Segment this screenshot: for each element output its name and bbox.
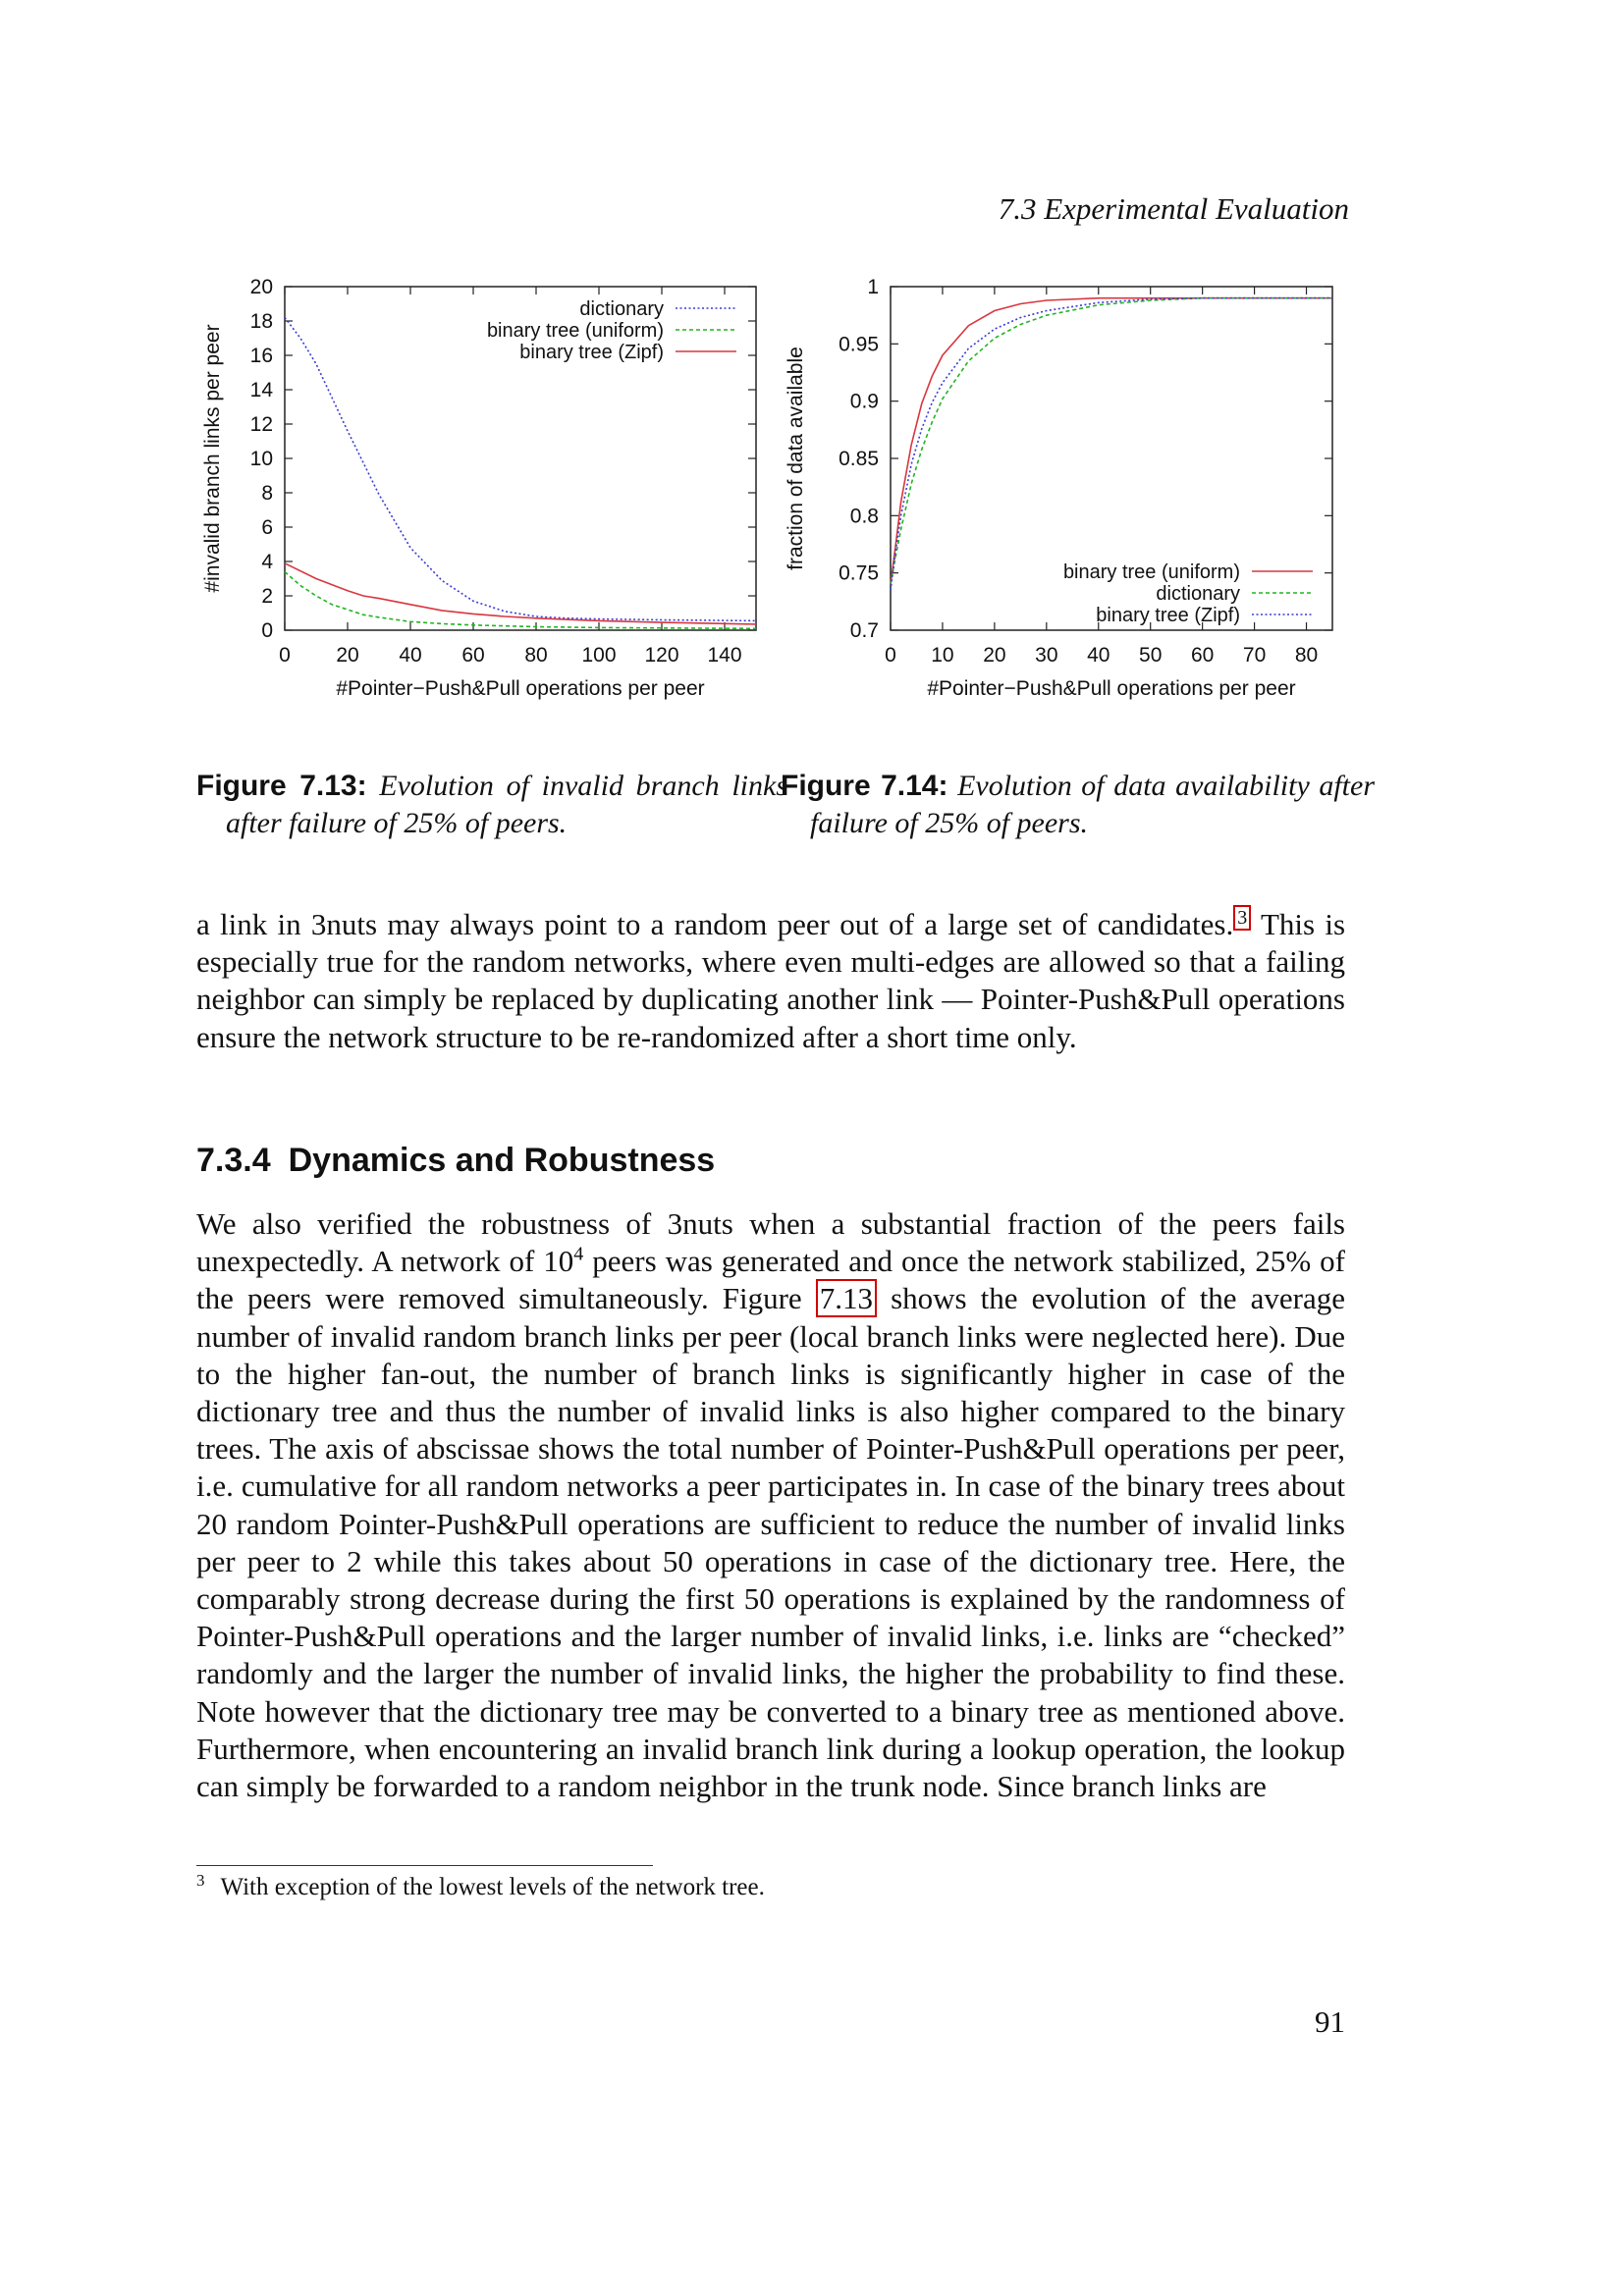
x-tick-label: 50 <box>1139 644 1163 667</box>
x-axis-label: #Pointer−Push&Pull operations per peer <box>336 677 705 700</box>
chart-fig-7-13-svg <box>191 273 781 705</box>
x-tick-label: 80 <box>524 644 548 667</box>
y-tick-label: 16 <box>249 345 273 367</box>
figure-label: Figure 7.14: <box>781 770 948 802</box>
chart-fig-7-14 <box>776 273 1365 705</box>
paragraph-text: This is especially true for the random networks, where even multi-edges are allowed so that a failing neighbor can simply be replaced by duplicating another link — Pointer-Push&Pull operations ensure the network structure to be re-randomized after a short time only. <box>196 907 1346 1054</box>
x-tick-label: 20 <box>336 644 359 667</box>
paragraph-text: peers was generated and once the network stabilized, 25% of the peers were removed simultaneously. Figure <box>196 1244 1345 1316</box>
section-title: Dynamics and Robustness <box>288 1142 716 1179</box>
footnote-mark: 3 <box>196 1870 205 1890</box>
y-tick-label: 0.9 <box>849 390 879 413</box>
series-line <box>285 563 756 624</box>
x-tick-label: 10 <box>931 644 954 667</box>
y-tick-label: 12 <box>249 413 273 436</box>
legend-label: binary tree (Zipf) <box>1096 605 1240 626</box>
x-tick-label: 30 <box>1035 644 1058 667</box>
figure-label: Figure 7.13: <box>196 770 367 802</box>
section-number: 7.3.4 <box>196 1142 271 1179</box>
section-heading <box>196 1142 732 1180</box>
y-axis-label: #invalid branch links per peer <box>201 324 224 593</box>
x-tick-label: 0 <box>885 644 896 667</box>
legend-label: binary tree (uniform) <box>486 320 664 342</box>
paragraph-text: shows the evolution of the average number of invalid random branch links per peer (local branch links were neglected here). Due to the higher fan-out, the number of branch links is significantly higher in case of the dictionary tree and thus the number of invalid links is also higher compared to the binary trees. The axis of abscissae shows the total number of Pointer-Push&Pull operations per peer, i.e. cumulative for all random networks a peer participates in. In case of the binary trees about 20 random Pointer-Push&Pull operations are sufficient to reduce the number of invalid links per peer to 2 while this takes about 50 operations in case of the dictionary tree. Here, the comparably strong decrease during the first 50 operations is explained by the randomness of Pointer-Push&Pull operations and the larger number of invalid links, i.e. links are “checked” randomly and the larger the number of invalid links, the higher the probability to find these. Note however that the dictionary tree may be converted to a binary tree as mentioned above. Furthermore, when encountering an invalid branch link during a lookup operation, the lookup can simply be forwarded to a random neighbor in the trunk node. Since branch links are <box>196 1281 1345 1804</box>
footnote-rule <box>196 1865 653 1866</box>
x-tick-label: 60 <box>461 644 485 667</box>
footnote-link[interactable]: 3 <box>1233 905 1251 931</box>
paragraph-1 <box>196 906 1345 1056</box>
x-tick-label: 40 <box>399 644 422 667</box>
footnote-text: With exception of the lowest levels of the network tree. <box>220 1874 765 1900</box>
x-tick-label: 140 <box>707 644 742 667</box>
legend-label: dictionary <box>579 298 664 320</box>
footnote <box>196 1870 765 1901</box>
y-tick-label: 0.75 <box>839 561 879 585</box>
series-line <box>891 298 1332 585</box>
x-axis-label: #Pointer−Push&Pull operations per peer <box>927 677 1296 700</box>
y-tick-label: 8 <box>261 482 273 505</box>
y-tick-label: 0.7 <box>849 619 879 642</box>
y-axis-label: fraction of data available <box>785 347 807 570</box>
x-tick-label: 40 <box>1087 644 1110 667</box>
y-tick-label: 18 <box>249 310 273 333</box>
y-tick-label: 20 <box>249 276 273 298</box>
x-tick-label: 80 <box>1294 644 1319 667</box>
x-tick-label: 120 <box>644 644 679 667</box>
x-tick-label: 70 <box>1242 644 1267 667</box>
exponent: 4 <box>573 1243 584 1265</box>
x-tick-label: 100 <box>581 644 617 667</box>
paragraph-text: We also verified the robustness of 3nuts when a substantial fraction of the peers fails unexpectedly. A network of 10 <box>196 1206 1345 1279</box>
x-tick-label: 60 <box>1190 644 1215 667</box>
series-line <box>891 298 1332 585</box>
paragraph-text: a link in 3nuts may always point to a random peer out of a large set of candidates. <box>196 907 1234 941</box>
chart-fig-7-13 <box>191 273 781 705</box>
figure-reference-link[interactable]: 7.13 <box>816 1279 877 1317</box>
legend-label: binary tree (uniform) <box>1062 561 1240 583</box>
y-tick-label: 0.85 <box>839 448 879 470</box>
y-tick-label: 4 <box>261 551 273 573</box>
chart-fig-7-14-svg <box>776 273 1365 705</box>
y-tick-label: 6 <box>261 516 273 539</box>
page-number: 91 <box>1315 2004 1345 2039</box>
running-head: 7.3 Experimental Evaluation <box>998 191 1349 226</box>
x-tick-label: 20 <box>983 644 1006 667</box>
legend-label: dictionary <box>1156 583 1240 605</box>
y-tick-label: 0.8 <box>849 505 879 528</box>
y-tick-label: 0 <box>261 619 273 642</box>
series-line <box>285 572 756 629</box>
y-tick-label: 1 <box>867 276 879 298</box>
y-tick-label: 2 <box>261 585 273 608</box>
legend-label: binary tree (Zipf) <box>519 342 664 363</box>
paragraph-2 <box>196 1205 1345 1805</box>
figure-caption-text: Evolution of invalid branch links after failure of 25% of peers. <box>226 770 788 839</box>
figure-caption-7-14 <box>781 768 1375 842</box>
y-tick-label: 0.95 <box>839 333 879 356</box>
figure-caption-text: Evolution of data availability after failure of 25% of peers. <box>810 770 1376 839</box>
x-tick-label: 0 <box>279 644 291 667</box>
figure-caption-7-13 <box>196 768 787 842</box>
series-line <box>891 298 1332 591</box>
y-tick-label: 10 <box>249 448 273 470</box>
y-tick-label: 14 <box>249 379 273 401</box>
